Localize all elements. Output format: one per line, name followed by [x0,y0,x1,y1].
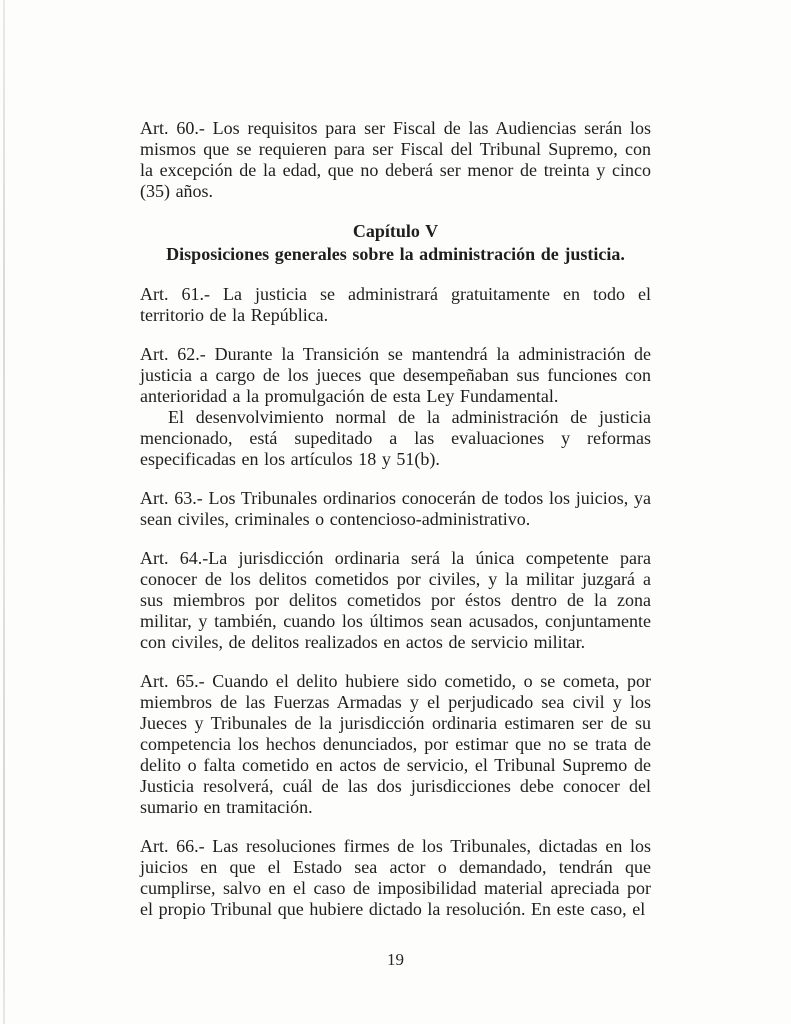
scan-edge-line [3,0,5,1024]
article-62-paragraph-1: Art. 62.- Durante la Transición se mantendrá la administración de justicia a cargo de los jueces que desempeñaban sus funciones con anterioridad a la promulgación de esta Ley Fundamental. [140,344,651,406]
chapter-title: Capítulo V [352,221,439,241]
article-62-paragraph-2: El desenvolvimiento normal de la administración de justicia mencionado, está supeditado a las evaluaciones y reformas especificadas en los artículos 18 y 51(b). [140,407,651,469]
chapter-subtitle: Disposiciones generales sobre la administración de justicia. [166,244,625,264]
chapter-heading [140,220,651,266]
article-63-paragraph: Art. 63.- Los Tribunales ordinarios conocerán de todos los juicios, ya sean civiles, criminales o contencioso-administrativo. [140,488,651,529]
article-66-paragraph: Art. 66.- Las resoluciones firmes de los Tribunales, dictadas en los juicios en que el Estado sea actor o demandado, tendrán que cumplirse, salvo en el caso de imposibilidad material apreciada por el propio Tribunal que hubiere dictado la resolución. En este caso, el [140,836,651,919]
page-body [140,118,651,938]
article-65-paragraph: Art. 65.- Cuando el delito hubiere sido cometido, o se cometa, por miembros de las Fuerzas Armadas y el perjudicado sea civil y los Jueces y Tribunales de la jurisdicción ordinaria estimaren ser de su competencia los hechos denunciados, por estimar que no se trata de delito o falta cometido en actos de servicio, el Tribunal Supremo de Justicia resolverá, cuál de las dos jurisdicciones debe conocer del sumario en tramitación. [140,671,651,817]
article-61-paragraph: Art. 61.- La justicia se administrará gratuitamente en todo el territorio de la República. [140,284,651,325]
article-62 [140,344,651,470]
article-60-paragraph: Art. 60.- Los requisitos para ser Fiscal de las Audiencias serán los mismos que se requieren para ser Fiscal del Tribunal Supremo, con la excepción de la edad, que no deberá ser menor de treinta y cinco (35) años. [140,118,651,201]
article-64-paragraph: Art. 64.-La jurisdicción ordinaria será la única competente para conocer de los delitos cometidos por civiles, y la militar juzgará a sus miembros por delitos cometidos por éstos dentro de la zona militar, y también, cuando los últimos sean acusados, conjuntamente con civiles, de delitos realizados en actos de servicio militar. [140,548,651,652]
page-number: 19 [387,950,404,969]
